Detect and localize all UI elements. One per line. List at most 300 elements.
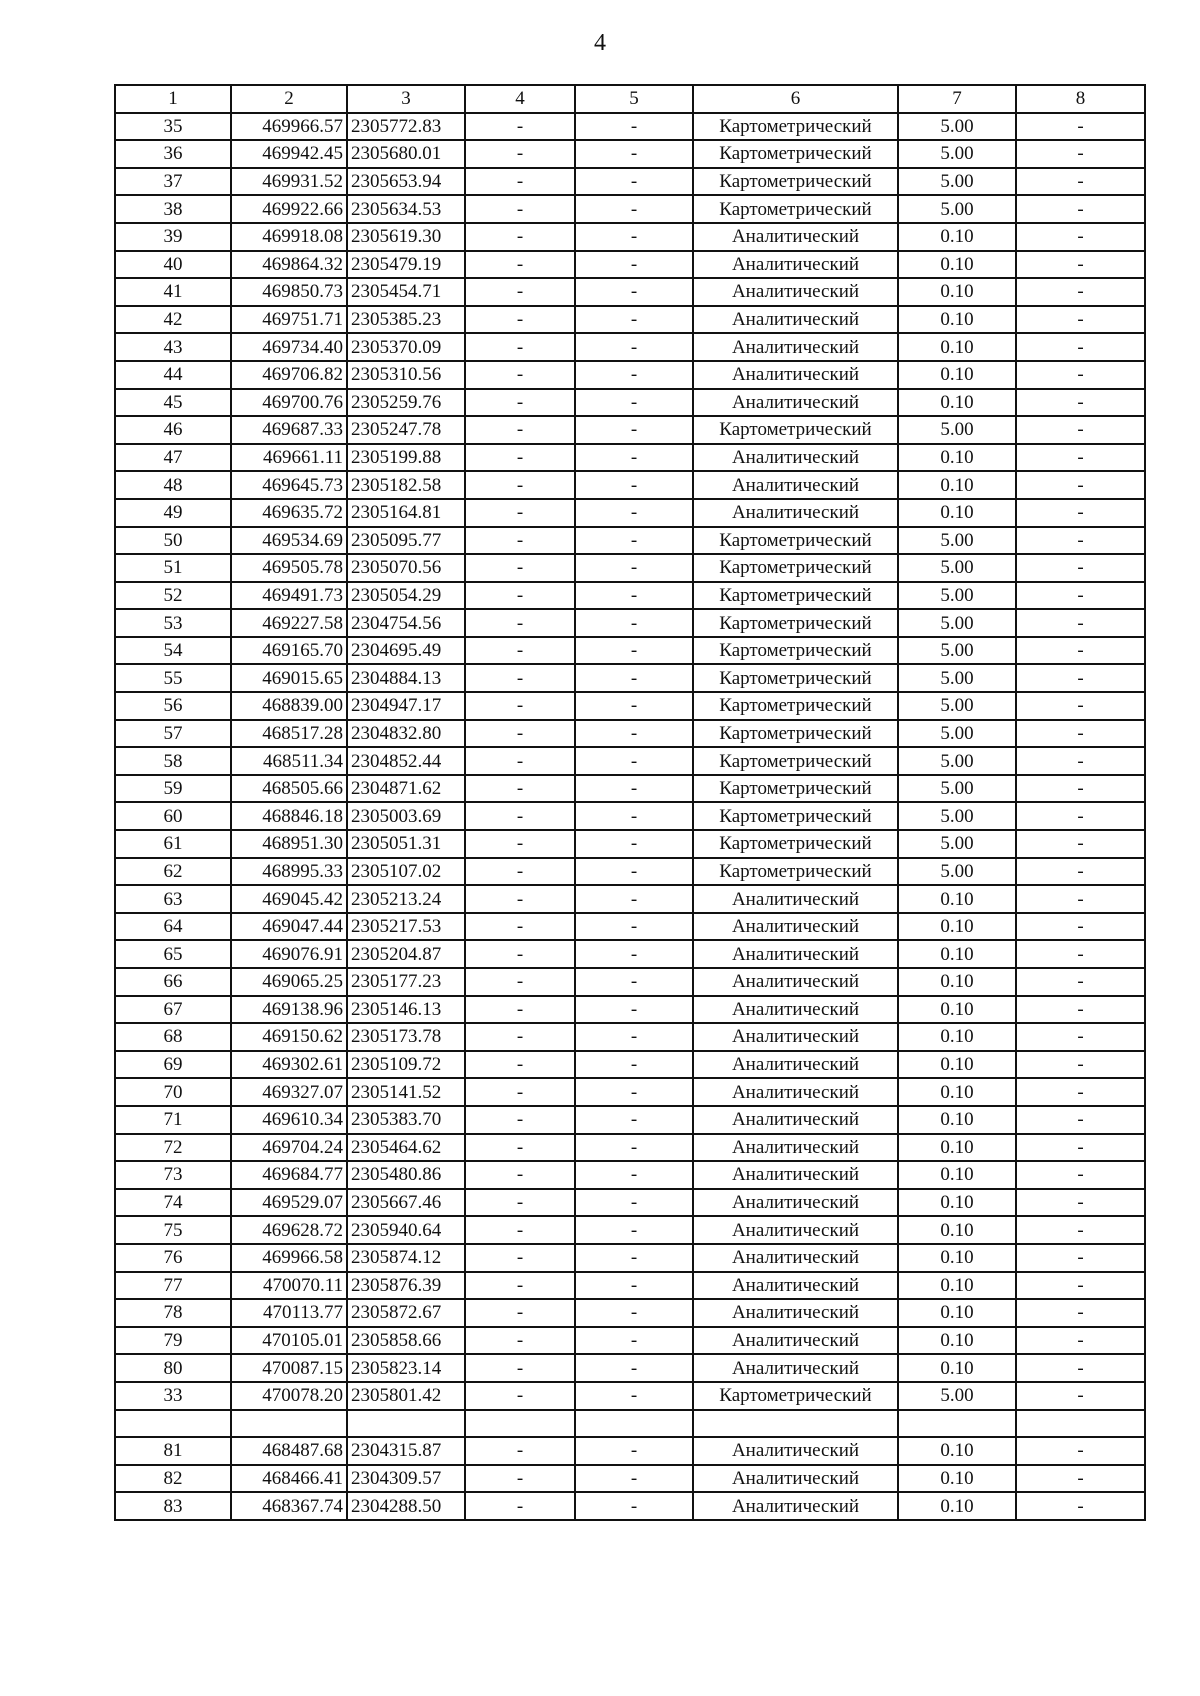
col-5-cell: -	[575, 830, 693, 858]
point-number-cell: 42	[115, 306, 231, 334]
point-number-cell: 81	[115, 1437, 231, 1465]
page-number: 4	[594, 30, 606, 56]
col-5-cell: -	[575, 1244, 693, 1272]
method-cell: Аналитический	[693, 306, 898, 334]
col-4-cell: -	[465, 692, 575, 720]
col-5-cell: -	[575, 1134, 693, 1162]
col-4-cell: -	[465, 361, 575, 389]
coord-x-cell: 468487.68	[231, 1437, 347, 1465]
col-4-cell: -	[465, 1354, 575, 1382]
col-4-cell	[465, 1410, 575, 1438]
table-row	[115, 471, 1145, 499]
point-number-cell: 67	[115, 996, 231, 1024]
point-number-cell: 43	[115, 333, 231, 361]
coord-x-cell: 469700.76	[231, 389, 347, 417]
point-number-cell: 44	[115, 361, 231, 389]
method-cell: Аналитический	[693, 223, 898, 251]
coord-y-cell: 2305634.53	[347, 195, 465, 223]
col-4-cell: -	[465, 1106, 575, 1134]
point-number-cell: 77	[115, 1272, 231, 1300]
table-row	[115, 1078, 1145, 1106]
col-8-cell: -	[1016, 720, 1145, 748]
col-4-cell: -	[465, 1437, 575, 1465]
accuracy-cell: 0.10	[898, 913, 1016, 941]
accuracy-cell: 0.10	[898, 444, 1016, 472]
coord-x-cell: 469065.25	[231, 968, 347, 996]
coord-x-cell: 469302.61	[231, 1051, 347, 1079]
coord-x-cell: 469015.65	[231, 664, 347, 692]
col-4-cell: -	[465, 195, 575, 223]
coord-y-cell: 2304852.44	[347, 747, 465, 775]
method-cell: Картометрический	[693, 637, 898, 665]
method-cell: Аналитический	[693, 1023, 898, 1051]
accuracy-cell: 5.00	[898, 692, 1016, 720]
col-5-cell: -	[575, 416, 693, 444]
coord-x-cell: 469645.73	[231, 471, 347, 499]
coord-x-cell: 468505.66	[231, 775, 347, 803]
point-number-cell: 48	[115, 471, 231, 499]
accuracy-cell: 5.00	[898, 830, 1016, 858]
col-5-cell: -	[575, 1161, 693, 1189]
method-cell: Картометрический	[693, 527, 898, 555]
col-8-cell: -	[1016, 333, 1145, 361]
col-4-cell: -	[465, 940, 575, 968]
col-5-cell: -	[575, 223, 693, 251]
method-cell: Аналитический	[693, 1134, 898, 1162]
coord-y-cell: 2304288.50	[347, 1492, 465, 1520]
col-8-cell: -	[1016, 885, 1145, 913]
point-number-cell: 55	[115, 664, 231, 692]
coord-x-cell: 469751.71	[231, 306, 347, 334]
header-col-5: 5	[575, 85, 693, 113]
col-8-cell: -	[1016, 830, 1145, 858]
table-row	[115, 1023, 1145, 1051]
coord-x-cell: 470113.77	[231, 1299, 347, 1327]
coord-y-cell: 2305464.62	[347, 1134, 465, 1162]
method-cell: Аналитический	[693, 278, 898, 306]
accuracy-cell: 0.10	[898, 1272, 1016, 1300]
coord-x-cell: 468367.74	[231, 1492, 347, 1520]
accuracy-cell: 5.00	[898, 554, 1016, 582]
accuracy-cell: 0.10	[898, 1189, 1016, 1217]
point-number-cell: 54	[115, 637, 231, 665]
table-row	[115, 251, 1145, 279]
method-cell: Аналитический	[693, 389, 898, 417]
col-5-cell	[575, 1410, 693, 1438]
col-4-cell: -	[465, 1078, 575, 1106]
point-number-cell: 82	[115, 1465, 231, 1493]
method-cell: Аналитический	[693, 1465, 898, 1493]
accuracy-cell: 0.10	[898, 251, 1016, 279]
point-number-cell: 68	[115, 1023, 231, 1051]
point-number-cell	[115, 1410, 231, 1438]
point-number-cell: 63	[115, 885, 231, 913]
col-8-cell: -	[1016, 1023, 1145, 1051]
col-8-cell: -	[1016, 1134, 1145, 1162]
point-number-cell: 41	[115, 278, 231, 306]
table-row	[115, 1161, 1145, 1189]
col-4-cell: -	[465, 471, 575, 499]
coord-x-cell: 469045.42	[231, 885, 347, 913]
col-8-cell: -	[1016, 361, 1145, 389]
coord-y-cell: 2305823.14	[347, 1354, 465, 1382]
col-5-cell: -	[575, 1078, 693, 1106]
col-8-cell: -	[1016, 1189, 1145, 1217]
method-cell	[693, 1410, 898, 1438]
table-row	[115, 940, 1145, 968]
accuracy-cell: 5.00	[898, 140, 1016, 168]
accuracy-cell: 5.00	[898, 637, 1016, 665]
col-4-cell: -	[465, 1244, 575, 1272]
col-4-cell: -	[465, 113, 575, 141]
coord-x-cell: 469966.58	[231, 1244, 347, 1272]
coord-x-cell: 470087.15	[231, 1354, 347, 1382]
point-number-cell: 72	[115, 1134, 231, 1162]
col-8-cell: -	[1016, 1299, 1145, 1327]
accuracy-cell: 0.10	[898, 333, 1016, 361]
col-8-cell: -	[1016, 1437, 1145, 1465]
method-cell: Картометрический	[693, 664, 898, 692]
accuracy-cell: 0.10	[898, 1244, 1016, 1272]
accuracy-cell: 0.10	[898, 1492, 1016, 1520]
point-number-cell: 59	[115, 775, 231, 803]
method-cell: Аналитический	[693, 1272, 898, 1300]
col-5-cell: -	[575, 609, 693, 637]
col-5-cell: -	[575, 1106, 693, 1134]
col-8-cell: -	[1016, 471, 1145, 499]
coord-x-cell: 469661.11	[231, 444, 347, 472]
table-row	[115, 720, 1145, 748]
coord-y-cell: 2305940.64	[347, 1216, 465, 1244]
coord-x-cell: 469047.44	[231, 913, 347, 941]
header-col-8: 8	[1016, 85, 1145, 113]
col-4-cell: -	[465, 802, 575, 830]
col-5-cell: -	[575, 802, 693, 830]
coord-x-cell: 468839.00	[231, 692, 347, 720]
col-5-cell: -	[575, 1382, 693, 1410]
method-cell: Аналитический	[693, 361, 898, 389]
coord-x-cell: 468517.28	[231, 720, 347, 748]
col-5-cell: -	[575, 885, 693, 913]
coord-x-cell: 469864.32	[231, 251, 347, 279]
col-8-cell: -	[1016, 1354, 1145, 1382]
coord-y-cell: 2305054.29	[347, 582, 465, 610]
coord-x-cell: 469327.07	[231, 1078, 347, 1106]
col-4-cell: -	[465, 444, 575, 472]
col-4-cell: -	[465, 527, 575, 555]
accuracy-cell: 0.10	[898, 389, 1016, 417]
accuracy-cell: 5.00	[898, 195, 1016, 223]
coord-y-cell: 2305480.86	[347, 1161, 465, 1189]
coord-x-cell: 470070.11	[231, 1272, 347, 1300]
coord-y-cell: 2305876.39	[347, 1272, 465, 1300]
col-5-cell: -	[575, 940, 693, 968]
col-5-cell: -	[575, 775, 693, 803]
accuracy-cell: 0.10	[898, 1299, 1016, 1327]
point-number-cell: 33	[115, 1382, 231, 1410]
method-cell: Аналитический	[693, 251, 898, 279]
col-4-cell: -	[465, 664, 575, 692]
point-number-cell: 49	[115, 499, 231, 527]
col-4-cell: -	[465, 251, 575, 279]
point-number-cell: 80	[115, 1354, 231, 1382]
table-row	[115, 389, 1145, 417]
method-cell: Аналитический	[693, 1051, 898, 1079]
accuracy-cell: 0.10	[898, 1354, 1016, 1382]
accuracy-cell: 5.00	[898, 609, 1016, 637]
col-4-cell: -	[465, 1465, 575, 1493]
col-4-cell: -	[465, 1327, 575, 1355]
coord-x-cell: 469610.34	[231, 1106, 347, 1134]
table-row	[115, 692, 1145, 720]
coord-y-cell: 2305164.81	[347, 499, 465, 527]
table-row	[115, 1299, 1145, 1327]
table-row	[115, 1244, 1145, 1272]
col-4-cell: -	[465, 306, 575, 334]
col-4-cell: -	[465, 140, 575, 168]
coord-x-cell: 468846.18	[231, 802, 347, 830]
col-8-cell: -	[1016, 251, 1145, 279]
coord-x-cell: 468951.30	[231, 830, 347, 858]
coord-y-cell: 2304884.13	[347, 664, 465, 692]
point-number-cell: 39	[115, 223, 231, 251]
accuracy-cell	[898, 1410, 1016, 1438]
coord-y-cell: 2305213.24	[347, 885, 465, 913]
point-number-cell: 57	[115, 720, 231, 748]
col-4-cell: -	[465, 582, 575, 610]
col-4-cell: -	[465, 913, 575, 941]
method-cell: Картометрический	[693, 582, 898, 610]
coord-x-cell	[231, 1410, 347, 1438]
coord-x-cell: 469628.72	[231, 1216, 347, 1244]
accuracy-cell: 0.10	[898, 361, 1016, 389]
method-cell: Аналитический	[693, 885, 898, 913]
col-8-cell: -	[1016, 389, 1145, 417]
coord-x-cell: 469165.70	[231, 637, 347, 665]
col-5-cell: -	[575, 444, 693, 472]
accuracy-cell: 5.00	[898, 113, 1016, 141]
coord-y-cell: 2305479.19	[347, 251, 465, 279]
col-5-cell: -	[575, 664, 693, 692]
col-5-cell: -	[575, 195, 693, 223]
method-cell: Аналитический	[693, 1327, 898, 1355]
col-4-cell: -	[465, 1189, 575, 1217]
method-cell: Картометрический	[693, 802, 898, 830]
method-cell: Картометрический	[693, 747, 898, 775]
accuracy-cell: 0.10	[898, 1161, 1016, 1189]
table-row	[115, 278, 1145, 306]
table-row	[115, 1272, 1145, 1300]
coord-x-cell: 469704.24	[231, 1134, 347, 1162]
coord-y-cell: 2305141.52	[347, 1078, 465, 1106]
header-row	[115, 85, 1145, 113]
coord-x-cell: 469635.72	[231, 499, 347, 527]
method-cell: Картометрический	[693, 195, 898, 223]
table-row	[115, 361, 1145, 389]
method-cell: Аналитический	[693, 1078, 898, 1106]
col-4-cell: -	[465, 747, 575, 775]
coord-y-cell: 2305109.72	[347, 1051, 465, 1079]
method-cell: Аналитический	[693, 1299, 898, 1327]
col-8-cell: -	[1016, 582, 1145, 610]
col-4-cell: -	[465, 1382, 575, 1410]
method-cell: Картометрический	[693, 692, 898, 720]
coord-y-cell: 2305259.76	[347, 389, 465, 417]
accuracy-cell: 5.00	[898, 582, 1016, 610]
coord-x-cell: 470078.20	[231, 1382, 347, 1410]
coord-x-cell: 469931.52	[231, 168, 347, 196]
coord-x-cell: 470105.01	[231, 1327, 347, 1355]
table-row	[115, 637, 1145, 665]
col-5-cell: -	[575, 113, 693, 141]
col-4-cell: -	[465, 1161, 575, 1189]
col-8-cell: -	[1016, 416, 1145, 444]
accuracy-cell: 5.00	[898, 858, 1016, 886]
table-row	[115, 168, 1145, 196]
col-4-cell: -	[465, 968, 575, 996]
col-5-cell: -	[575, 720, 693, 748]
coord-y-cell: 2305070.56	[347, 554, 465, 582]
col-8-cell: -	[1016, 968, 1145, 996]
method-cell: Аналитический	[693, 968, 898, 996]
col-4-cell: -	[465, 1272, 575, 1300]
point-number-cell: 75	[115, 1216, 231, 1244]
table-row	[115, 664, 1145, 692]
accuracy-cell: 0.10	[898, 1106, 1016, 1134]
col-8-cell: -	[1016, 609, 1145, 637]
accuracy-cell: 5.00	[898, 720, 1016, 748]
coord-y-cell: 2305653.94	[347, 168, 465, 196]
coord-y-cell: 2305370.09	[347, 333, 465, 361]
col-8-cell: -	[1016, 306, 1145, 334]
col-4-cell: -	[465, 1299, 575, 1327]
coord-y-cell: 2305874.12	[347, 1244, 465, 1272]
accuracy-cell: 5.00	[898, 747, 1016, 775]
col-8-cell: -	[1016, 692, 1145, 720]
coord-x-cell: 468995.33	[231, 858, 347, 886]
col-5-cell: -	[575, 499, 693, 527]
point-number-cell: 78	[115, 1299, 231, 1327]
method-cell: Картометрический	[693, 1382, 898, 1410]
coord-x-cell: 469966.57	[231, 113, 347, 141]
table-row	[115, 1327, 1145, 1355]
col-5-cell: -	[575, 1437, 693, 1465]
col-5-cell: -	[575, 306, 693, 334]
col-5-cell: -	[575, 692, 693, 720]
method-cell: Картометрический	[693, 554, 898, 582]
table-row	[115, 499, 1145, 527]
coord-y-cell: 2305051.31	[347, 830, 465, 858]
point-number-cell: 66	[115, 968, 231, 996]
coord-y-cell: 2305801.42	[347, 1382, 465, 1410]
coord-y-cell: 2305667.46	[347, 1189, 465, 1217]
coord-x-cell: 469942.45	[231, 140, 347, 168]
table-row	[115, 1465, 1145, 1493]
col-4-cell: -	[465, 830, 575, 858]
accuracy-cell: 5.00	[898, 1382, 1016, 1410]
table-row	[115, 1216, 1145, 1244]
method-cell: Картометрический	[693, 720, 898, 748]
col-8-cell: -	[1016, 775, 1145, 803]
coord-y-cell: 2305872.67	[347, 1299, 465, 1327]
point-number-cell: 51	[115, 554, 231, 582]
accuracy-cell: 0.10	[898, 1437, 1016, 1465]
col-5-cell: -	[575, 747, 693, 775]
table-row	[115, 140, 1145, 168]
table-row	[115, 747, 1145, 775]
col-4-cell: -	[465, 333, 575, 361]
table-row	[115, 223, 1145, 251]
table-row	[115, 1410, 1145, 1438]
table-row	[115, 416, 1145, 444]
point-number-cell: 38	[115, 195, 231, 223]
point-number-cell: 76	[115, 1244, 231, 1272]
col-8-cell: -	[1016, 195, 1145, 223]
col-4-cell: -	[465, 609, 575, 637]
coord-y-cell: 2305177.23	[347, 968, 465, 996]
col-8-cell: -	[1016, 1078, 1145, 1106]
table-row	[115, 333, 1145, 361]
col-4-cell: -	[465, 1216, 575, 1244]
col-4-cell: -	[465, 278, 575, 306]
coord-x-cell: 469227.58	[231, 609, 347, 637]
point-number-cell: 46	[115, 416, 231, 444]
coord-x-cell: 469138.96	[231, 996, 347, 1024]
coord-x-cell: 469922.66	[231, 195, 347, 223]
col-8-cell: -	[1016, 499, 1145, 527]
header-col-1: 1	[115, 85, 231, 113]
coord-y-cell: 2305146.13	[347, 996, 465, 1024]
method-cell: Аналитический	[693, 1354, 898, 1382]
point-number-cell: 40	[115, 251, 231, 279]
col-8-cell: -	[1016, 554, 1145, 582]
point-number-cell: 58	[115, 747, 231, 775]
coord-y-cell: 2305383.70	[347, 1106, 465, 1134]
header-col-3: 3	[347, 85, 465, 113]
table-row	[115, 582, 1145, 610]
point-number-cell: 69	[115, 1051, 231, 1079]
accuracy-cell: 5.00	[898, 802, 1016, 830]
coord-y-cell: 2305199.88	[347, 444, 465, 472]
col-8-cell: -	[1016, 858, 1145, 886]
coord-x-cell: 469076.91	[231, 940, 347, 968]
point-number-cell: 52	[115, 582, 231, 610]
coord-y-cell: 2304695.49	[347, 637, 465, 665]
col-5-cell: -	[575, 554, 693, 582]
coord-y-cell	[347, 1410, 465, 1438]
table-row	[115, 1492, 1145, 1520]
point-number-cell: 50	[115, 527, 231, 555]
coord-x-cell: 468511.34	[231, 747, 347, 775]
method-cell: Аналитический	[693, 1216, 898, 1244]
table-row	[115, 1106, 1145, 1134]
coord-x-cell: 469706.82	[231, 361, 347, 389]
col-5-cell: -	[575, 1492, 693, 1520]
col-8-cell: -	[1016, 664, 1145, 692]
coord-y-cell: 2304315.87	[347, 1437, 465, 1465]
point-number-cell: 62	[115, 858, 231, 886]
method-cell: Аналитический	[693, 1437, 898, 1465]
table-row	[115, 996, 1145, 1024]
point-number-cell: 64	[115, 913, 231, 941]
table-row	[115, 802, 1145, 830]
col-5-cell: -	[575, 637, 693, 665]
table-row	[115, 858, 1145, 886]
coord-y-cell: 2305619.30	[347, 223, 465, 251]
col-8-cell: -	[1016, 444, 1145, 472]
accuracy-cell: 5.00	[898, 527, 1016, 555]
col-8-cell: -	[1016, 996, 1145, 1024]
